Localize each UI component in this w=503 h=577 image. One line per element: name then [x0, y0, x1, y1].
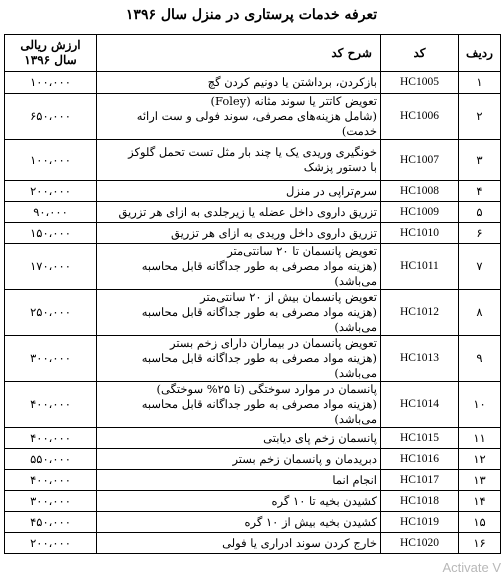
description-line: پانسمان زخم پای دیابتی: [263, 430, 377, 445]
page-title: تعرفه خدمات پرستاری در منزل سال ۱۳۹۶: [125, 7, 378, 23]
table-row: [5, 94, 501, 140]
service-description: [97, 336, 381, 382]
description-line: دبریدمان و پانسمان زخم بستر: [232, 451, 377, 466]
description-line: تعویض پانسمان تا ۲۰ سانتی‌متر: [227, 244, 377, 258]
table-row: [5, 449, 501, 470]
description-line: تعویض پانسمان در بیماران دارای زخم بستر: [169, 336, 377, 350]
row-number: ۴: [459, 181, 501, 202]
service-description: [97, 470, 381, 491]
row-number: ۲: [459, 94, 501, 140]
service-code: HC1006: [381, 94, 459, 140]
service-code: HC1007: [381, 140, 459, 181]
service-description: [97, 512, 381, 533]
price-value: ۱۰۰،۰۰۰: [5, 140, 97, 181]
table-row: [5, 491, 501, 512]
service-code: HC1012: [381, 290, 459, 336]
service-description: [97, 449, 381, 470]
description-note: (هزینه مواد مصرفی به طور جداگانه قابل محاسبه می‌باشد): [141, 259, 377, 288]
price-value: ۱۵۰،۰۰۰: [5, 223, 97, 244]
price-value: ۲۰۰،۰۰۰: [5, 533, 97, 554]
description-line: خارج کردن سوند ادراری یا فولی: [222, 535, 377, 550]
description-line: پانسمان در موارد سوختگی (تا ۲۵% سوختگی): [156, 382, 377, 396]
service-description: [97, 491, 381, 512]
price-value: ۲۰۰،۰۰۰: [5, 181, 97, 202]
row-number: ۵: [459, 202, 501, 223]
service-code: HC1019: [381, 512, 459, 533]
row-number: ۶: [459, 223, 501, 244]
description-line: انجام انما: [332, 472, 377, 487]
service-description: [97, 428, 381, 449]
price-value: ۱۷۰،۰۰۰: [5, 244, 97, 290]
table-row: [5, 181, 501, 202]
service-code: HC1017: [381, 470, 459, 491]
header-price: ارزش ریالی سال ۱۳۹۶: [5, 35, 97, 72]
table-row: [5, 290, 501, 336]
activation-watermark: Activate V: [442, 560, 501, 575]
table-row: [5, 533, 501, 554]
price-value: ۳۰۰،۰۰۰: [5, 491, 97, 512]
row-number: ۷: [459, 244, 501, 290]
table-row: [5, 72, 501, 94]
service-code: HC1013: [381, 336, 459, 382]
service-description: [97, 244, 381, 290]
price-value: ۱۰۰،۰۰۰: [5, 72, 97, 94]
description-note: با دستور پزشک: [303, 160, 377, 174]
table-row: [5, 244, 501, 290]
service-code: HC1020: [381, 533, 459, 554]
description-line: بازکردن، برداشتن یا دونیم کردن گچ: [207, 75, 377, 89]
service-code: HC1010: [381, 223, 459, 244]
description-note: (هزینه مواد مصرفی به طور جداگانه قابل محاسبه می‌باشد): [141, 397, 377, 426]
tariff-table: [4, 34, 501, 554]
description-line: تزریق داروی داخل عضله یا زیرجلدی به ازای هر تزریق: [118, 204, 377, 219]
description-note: (شامل هزینه‌های مصرفی، سوند فولی و ست ارائه خدمت): [136, 109, 377, 138]
service-description: [97, 94, 381, 140]
service-code: HC1014: [381, 382, 459, 428]
description-note: (هزینه مواد مصرفی به طور جداگانه قابل محاسبه می‌باشد): [141, 351, 377, 380]
price-value: ۶۵۰،۰۰۰: [5, 94, 97, 140]
service-description: [97, 181, 381, 202]
service-description: [97, 533, 381, 554]
row-number: ۹: [459, 336, 501, 382]
service-description: [97, 140, 381, 181]
service-code: HC1018: [381, 491, 459, 512]
description-line: کشیدن بخیه بیش از ۱۰ گره: [244, 514, 377, 529]
row-number: ۱۵: [459, 512, 501, 533]
row-number: ۱۴: [459, 491, 501, 512]
price-value: ۴۰۰،۰۰۰: [5, 470, 97, 491]
price-value: ۲۵۰،۰۰۰: [5, 290, 97, 336]
service-description: [97, 290, 381, 336]
row-number: ۳: [459, 140, 501, 181]
table-row: [5, 512, 501, 533]
service-description: [97, 382, 381, 428]
description-line: کشیدن بخیه تا ۱۰ گره: [271, 493, 377, 508]
price-value: ۵۵۰،۰۰۰: [5, 449, 97, 470]
description-line: تعویض کاتتر یا سوند مثانه (Foley): [210, 94, 377, 108]
service-code: HC1009: [381, 202, 459, 223]
service-code: HC1015: [381, 428, 459, 449]
description-line: خونگیری وریدی یک یا چند بار مثل تست تحمل گلوکز: [128, 145, 377, 159]
service-code: HC1011: [381, 244, 459, 290]
header-row-number: ردیف: [459, 35, 501, 72]
price-value: ۹۰،۰۰۰: [5, 202, 97, 223]
header-description: شرح کد: [97, 35, 381, 72]
price-value: ۴۰۰،۰۰۰: [5, 382, 97, 428]
row-number: ۱: [459, 72, 501, 94]
row-number: ۱۱: [459, 428, 501, 449]
description-line: سرم‌تراپی در منزل: [286, 183, 377, 198]
row-number: ۱۳: [459, 470, 501, 491]
service-code: HC1016: [381, 449, 459, 470]
service-code: HC1005: [381, 72, 459, 94]
table-row: [5, 202, 501, 223]
row-number: ۸: [459, 290, 501, 336]
table-row: [5, 382, 501, 428]
price-value: ۴۵۰،۰۰۰: [5, 512, 97, 533]
description-line: تزریق داروی داخل وریدی به ازای هر تزریق: [171, 225, 377, 240]
table-row: [5, 140, 501, 181]
price-value: ۳۰۰،۰۰۰: [5, 336, 97, 382]
service-description: [97, 223, 381, 244]
row-number: ۱۰: [459, 382, 501, 428]
table-row: [5, 470, 501, 491]
row-number: ۱۶: [459, 533, 501, 554]
table-header-row: [5, 35, 501, 72]
service-code: HC1008: [381, 181, 459, 202]
header-code: کد: [381, 35, 459, 72]
service-description: [97, 72, 381, 94]
table-row: [5, 223, 501, 244]
service-description: [97, 202, 381, 223]
row-number: ۱۲: [459, 449, 501, 470]
table-row: [5, 336, 501, 382]
description-line: تعویض پانسمان بیش از ۲۰ سانتی‌متر: [200, 290, 377, 304]
table-row: [5, 428, 501, 449]
description-note: (هزینه مواد مصرفی به طور جداگانه قابل محاسبه می‌باشد): [141, 305, 377, 334]
price-value: ۴۰۰،۰۰۰: [5, 428, 97, 449]
